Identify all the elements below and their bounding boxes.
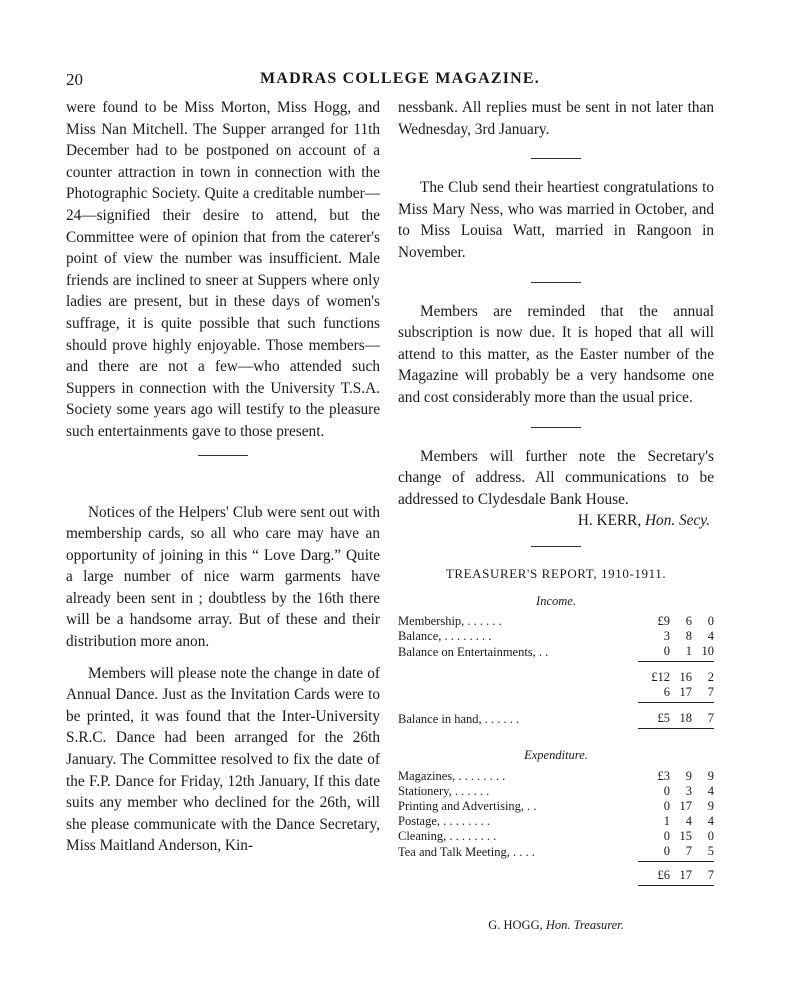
- shillings: 16: [679, 670, 692, 685]
- shillings: 17: [679, 685, 692, 700]
- divider: [531, 158, 581, 159]
- expenditure-total-row: [398, 868, 714, 886]
- pounds: 6: [663, 685, 670, 700]
- pounds: £9: [657, 614, 670, 629]
- ledger-label: Balance on Entertainments, . .: [398, 645, 549, 660]
- pounds: £12: [651, 670, 670, 685]
- shillings: 15: [679, 828, 692, 843]
- ledger-label: Postage, . . . . . . . .: [398, 813, 491, 828]
- pence: 2: [707, 670, 714, 685]
- income-table: [398, 614, 714, 729]
- pence: 5: [707, 843, 714, 858]
- page-header: MADRAS COLLEGE MAGAZINE.: [260, 70, 540, 87]
- pence: 4: [707, 783, 714, 798]
- paragraph: The Club send their heartiest congratulations to Miss Mary Ness, who was married in October, and to Miss Louisa Watt, married in Rangoon in November.: [398, 179, 714, 261]
- shillings: 17: [679, 798, 692, 813]
- shillings: 3: [685, 783, 692, 798]
- ledger-row: [398, 662, 714, 671]
- balance-row: [398, 711, 714, 729]
- report-title: TREASURER'S REPORT, 1910-1911.: [445, 565, 667, 581]
- pounds: £5: [657, 711, 670, 726]
- shillings: 1: [685, 644, 692, 659]
- paragraph: Members will please note the change in date of Annual Dance. Just as the Invitation Cards were to be printed, it was found that the Inter-University S.R.C. Dance had been arranged for the 26th January. The Committee resolved to fix the date of the F.P. Dance for Friday, 12th January, If this date suits any member who declined for the 26th, will she please communicate with the Dance Secretary, Miss Maitland Anderson, Kin-: [66, 664, 380, 855]
- pence: 9: [707, 798, 714, 813]
- ledger-row: [398, 784, 714, 799]
- paragraph: nessbank. All replies must be sent in not later than Wednesday, 3rd January.: [398, 99, 714, 138]
- ledger-label: Cleaning, . . . . . . . .: [398, 828, 497, 843]
- page-number: 20: [66, 70, 83, 89]
- paragraph: Notices of the Helpers' Club were sent out with membership cards, so all who care may have an opportunity of joining in this “ Love Darg.” Quite a large number of nice warm garments have already been sent in ; doubtless by the 16th there will be a handsome array. But of these and their distribution more anon.: [66, 503, 380, 651]
- income-heading: Income.: [536, 593, 576, 608]
- shillings: 6: [685, 614, 692, 629]
- pounds: 1: [663, 813, 670, 828]
- pence: 0: [707, 828, 714, 843]
- shillings: 7: [685, 843, 692, 858]
- pounds: 0: [663, 843, 670, 858]
- signature-title: Hon. Secy.: [645, 512, 710, 530]
- expenditure-table: [398, 769, 714, 886]
- pounds: £6: [657, 867, 670, 882]
- ledger-row: [398, 644, 714, 662]
- ledger-row: [398, 614, 714, 629]
- divider: [531, 282, 581, 283]
- paragraph: were found to be Miss Morton, Miss Hogg, and Miss Nan Mitchell. The Supper arranged for 11th December had to be postponed on account of a counter attraction in town in connection with the Photographic Society. Quite a creditable number—24—signified their desire to attend, but the Committee were of opinion that from the caterer's point of view the number was insufficient. Male friends are inclined to sneer at Suppers where only ladies are present, but in these days of women's suffrage, it is quite possible that such functions should prove highly enjoyable. Those members—and there are not a few—who attended such Suppers in connection with the University T.S.A. Society some years ago will testify to the pleasure such entertainments gave to those present.: [66, 99, 380, 440]
- pence: 7: [707, 685, 714, 700]
- ledger-row: [398, 814, 714, 829]
- pounds: 0: [663, 783, 670, 798]
- paragraph: Members will further note the Secretary's change of address. All communications to be addressed to Clydesdale Bank House.: [398, 447, 714, 508]
- pounds: 3: [663, 629, 670, 644]
- ledger-label: Magazines, . . . . . . . .: [398, 768, 506, 783]
- ledger-label: Stationery, . . . . . .: [398, 783, 490, 798]
- pence: 7: [707, 867, 714, 882]
- less-row: [398, 685, 714, 703]
- shillings: 4: [685, 813, 692, 828]
- income-total-row: [398, 670, 714, 685]
- pence: 7: [707, 711, 714, 726]
- pounds: 0: [663, 644, 670, 659]
- divider: [531, 427, 581, 428]
- shillings: 9: [685, 768, 692, 783]
- ledger-label: Tea and Talk Meeting, . . . .: [398, 844, 535, 859]
- paragraph: Members are reminded that the annual subscription is now due. It is hoped that all will attend to this matter, as the Easter number of the Magazine will probably be a very handsome one and cost considerably more than the usual price.: [398, 302, 714, 406]
- pounds: 0: [663, 798, 670, 813]
- right-column: [398, 97, 714, 886]
- pence: 9: [707, 768, 714, 783]
- ledger-label: Balance in hand, . . . . . .: [398, 712, 520, 727]
- treasurer-signature: [398, 918, 714, 933]
- divider: [531, 546, 581, 547]
- treasurer-name: G. HOGG,: [488, 918, 543, 932]
- pence: 4: [707, 629, 714, 644]
- pounds: £3: [657, 768, 670, 783]
- left-column: [66, 97, 380, 857]
- shillings: 18: [679, 711, 692, 726]
- pence: 0: [707, 614, 714, 629]
- divider: [198, 455, 248, 456]
- ledger-row: [398, 799, 714, 814]
- pounds: 0: [663, 828, 670, 843]
- ledger-row: [398, 844, 714, 862]
- ledger-label: Balance, . . . . . . . .: [398, 629, 492, 644]
- ledger-label: Printing and Advertising, . .: [398, 798, 537, 813]
- signature: [398, 510, 714, 532]
- expenditure-heading: Expenditure.: [524, 748, 588, 763]
- ledger-label: Membership, . . . . . .: [398, 614, 502, 629]
- shillings: 17: [679, 867, 692, 882]
- pence: 10: [701, 644, 714, 659]
- ledger-row: [398, 629, 714, 644]
- signature-name: H. KERR,: [577, 512, 642, 530]
- ledger-row: [398, 769, 714, 784]
- pence: 4: [707, 813, 714, 828]
- treasurer-title: Hon. Treasurer.: [545, 918, 624, 932]
- shillings: 8: [685, 629, 692, 644]
- ledger-row: [398, 829, 714, 844]
